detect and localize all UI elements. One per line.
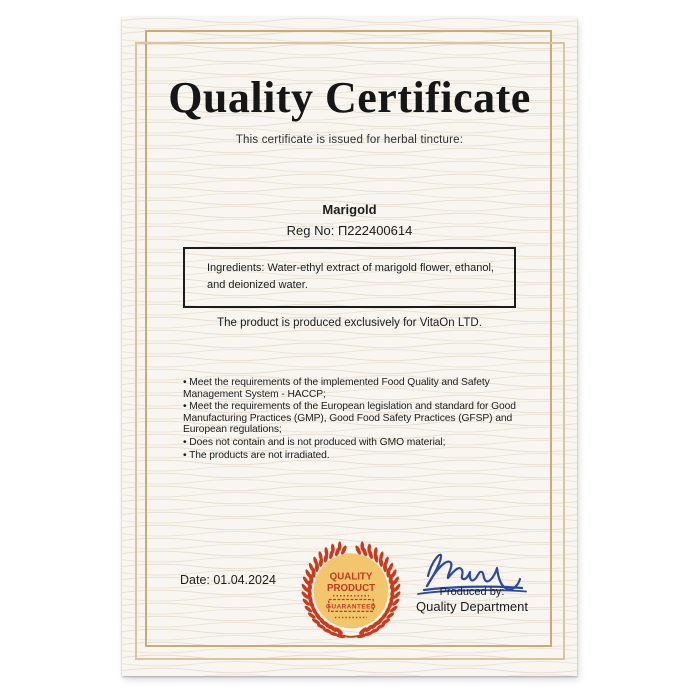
quality-badge-seal bbox=[299, 539, 403, 643]
badge-line2: PRODUCT bbox=[326, 583, 376, 594]
exclusivity-statement: The product is produced exclusively for VitaOn LTD. bbox=[217, 317, 482, 329]
ingredients-text: Ingredients: Water-ethyl extract of marigold flower, ethanol, and deionized water. bbox=[207, 262, 494, 291]
certificate-title: Quality Certificate bbox=[168, 73, 531, 122]
ingredients-box bbox=[183, 247, 516, 308]
registration-number: Reg No: П222400614 bbox=[286, 223, 413, 238]
requirement-item: • Does not contain and is not produced with GMO material; bbox=[183, 436, 446, 448]
badge-stamp-text: GUARANTEED bbox=[326, 603, 376, 611]
signature-block bbox=[392, 544, 552, 614]
product-name: Marigold bbox=[322, 202, 377, 217]
requirement-item: • The products are not irradiated. bbox=[183, 449, 330, 461]
produced-by-label: Produced by: bbox=[439, 586, 505, 598]
issue-date: Date: 01.04.2024 bbox=[180, 573, 276, 587]
certificate-paper bbox=[122, 17, 577, 676]
requirement-item: • Meet the requirements of the European legislation and standard for Good Manufacturing Practices (GMP), Good Food Safety Practices (GFSP) and European regulations; bbox=[183, 401, 516, 436]
requirement-item: • Meet the requirements of the implemented Food Quality and Safety Management System - HACCP; bbox=[183, 377, 490, 400]
certificate-subtitle: This certificate is issued for herbal tincture: bbox=[235, 134, 464, 146]
requirements-list bbox=[183, 377, 535, 462]
badge-line1: QUALITY bbox=[329, 571, 373, 583]
department-label: Quality Department bbox=[416, 599, 528, 614]
quality-badge bbox=[299, 539, 403, 643]
